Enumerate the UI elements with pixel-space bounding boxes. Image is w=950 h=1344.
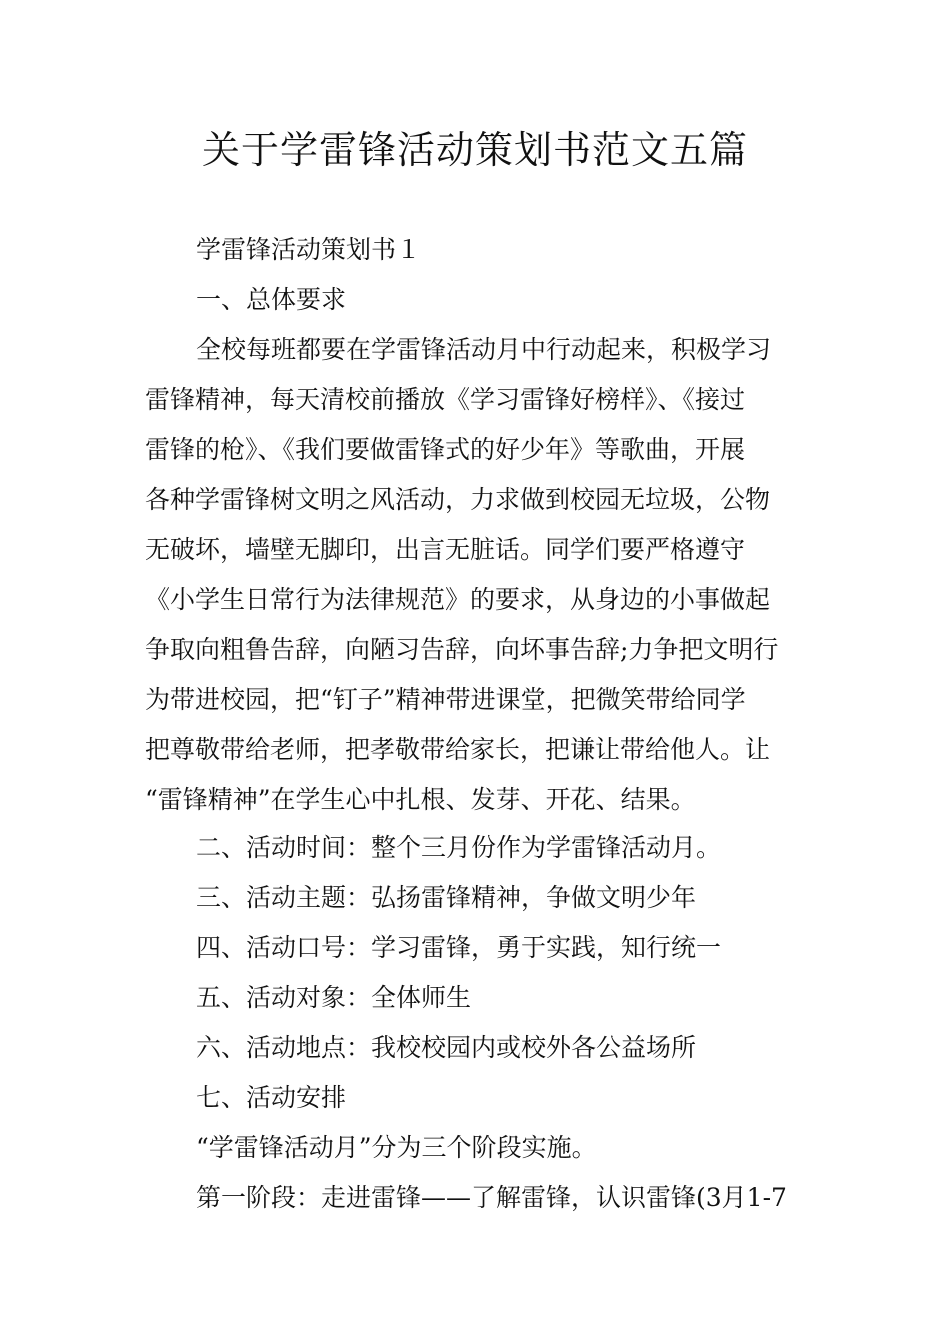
- paragraph-line: 争取向粗鲁告辞，向陋习告辞，向坏事告辞;力争把文明行: [145, 635, 779, 664]
- item-activity-schedule: 七、活动安排: [196, 1083, 347, 1112]
- paragraph-line: 《小学生日常行为法律规范》的要求，从身边的小事做起: [145, 585, 771, 614]
- paragraph-line: 把尊敬带给老师，把孝敬带给家长，把谦让带给他人。让: [145, 735, 771, 764]
- schedule-intro: “学雷锋活动月”分为三个阶段实施。: [196, 1133, 597, 1162]
- heading-general-requirements: 一、总体要求: [196, 285, 347, 314]
- item-activity-time: 二、活动时间：整个三月份作为学雷锋活动月。: [196, 833, 722, 862]
- section-heading: 学雷锋活动策划书１: [196, 235, 422, 264]
- paragraph-line: 无破坏，墙壁无脚印，出言无脏话。同学们要严格遵守: [145, 535, 746, 564]
- item-activity-theme: 三、活动主题：弘扬雷锋精神，争做文明少年: [196, 883, 697, 912]
- item-activity-audience: 五、活动对象：全体师生: [196, 983, 472, 1012]
- paragraph-line: 为带进校园，把“钉子”精神带进课堂，把微笑带给同学: [145, 685, 746, 714]
- paragraph-line: 雷锋的枪》、《我们要做雷锋式的好少年》等歌曲，开展: [145, 435, 746, 464]
- paragraph-line: 全校每班都要在学雷锋活动月中行动起来，积极学习: [196, 335, 772, 364]
- item-activity-location: 六、活动地点：我校校园内或校外各公益场所: [196, 1033, 697, 1062]
- document-title: 关于学雷锋活动策划书范文五篇: [201, 128, 748, 172]
- paragraph-line: “雷锋精神”在学生心中扎根、发芽、开花、结果。: [145, 785, 696, 814]
- paragraph-line: 各种学雷锋树文明之风活动，力求做到校园无垃圾，公物: [145, 485, 771, 514]
- paragraph-line: 雷锋精神，每天清校前播放《学习雷锋好榜样》、《接过: [145, 385, 746, 414]
- schedule-phase-one: 第一阶段：走进雷锋——了解雷锋，认识雷锋(3月1-7: [196, 1183, 787, 1212]
- item-activity-slogan: 四、活动口号：学习雷锋，勇于实践，知行统一: [196, 933, 722, 962]
